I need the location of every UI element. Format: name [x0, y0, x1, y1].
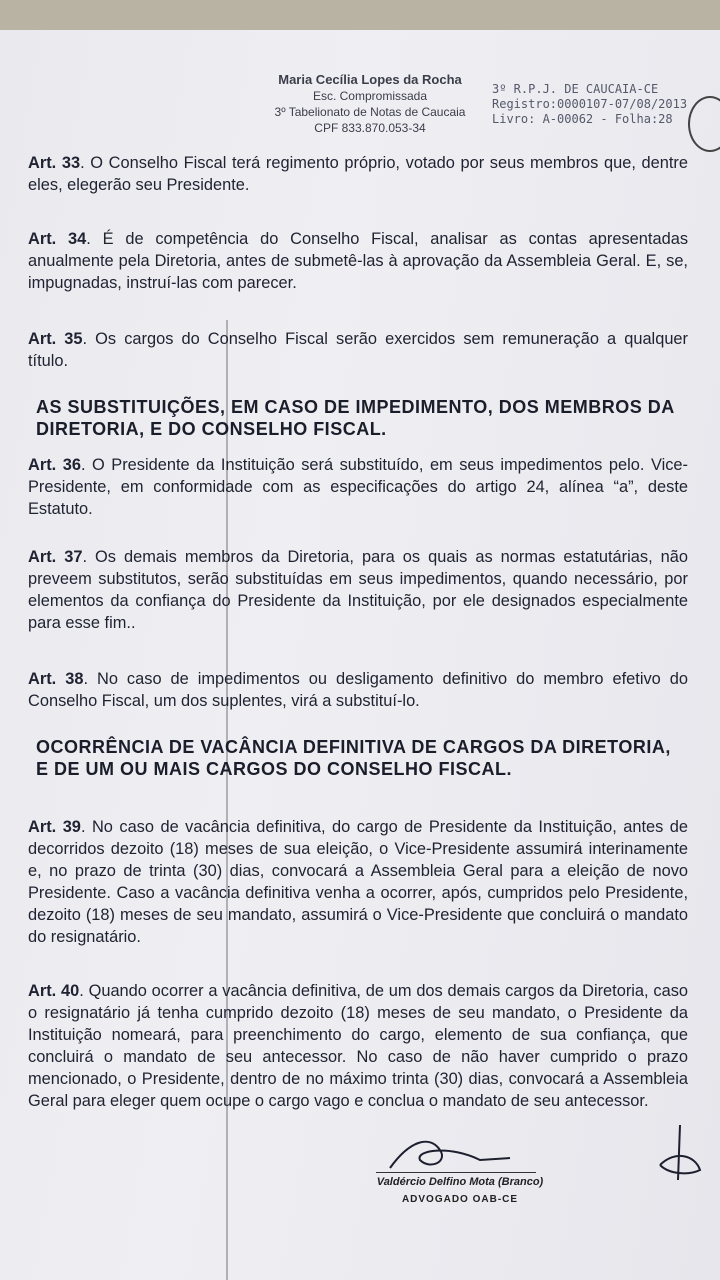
article-label: Art. 37: [28, 548, 83, 566]
signature-line: [376, 1172, 536, 1173]
article-label: Art. 35: [28, 330, 83, 348]
article-text: . Os demais membros da Diretoria, para os quais as normas estatutárias, não preveem substitutos, serão substituídas em seus impedimentos, quando necessário, por elementos da confiança do Presidente da Instituição, por ele designados especialmente para esse fim..: [28, 548, 688, 632]
article-36: [28, 454, 688, 520]
rubric-circle: [688, 96, 720, 152]
section-heading-substituicoes: AS SUBSTITUIÇÕES, EM CASO DE IMPEDIMENTO, DOS MEMBROS DA DIRETORIA, E DO CONSELHO FISCAL.: [36, 397, 675, 439]
article-37: [28, 546, 688, 634]
article-text: . O Presidente da Instituição será substituído, em seus impedimentos pelo. Vice-Presidente, em conformidade com as especificações do artigo 24, alínea “a”, deste Estatuto.: [28, 456, 688, 518]
registry-stamp: [492, 82, 687, 127]
article-label: Art. 33: [28, 154, 81, 172]
article-label: Art. 38: [28, 670, 84, 688]
article-34: [28, 228, 688, 294]
article-text: . No caso de vacância definitiva, do cargo de Presidente da Instituição, antes de decorridos dezoito (18) meses de sua eleição, o Vice-Presidente assumirá interinamente e, no prazo de trinta (30) dias, convocará a Assembleia Geral para a eleição de novo Presidente. Caso a vacância definitiva venha a ocorrer, após, cumpridos pelo Presidente, dezoito (18) meses de seu mandato, assumirá o Vice-Presidente que concluirá o mandato do resignatário.: [28, 818, 689, 946]
article-40: [28, 980, 688, 1112]
article-35: [28, 328, 688, 372]
lawyer-signature-block: [370, 1130, 550, 1280]
article-label: Art. 40: [28, 982, 80, 1000]
registry-book: Livro: A-00062 - Folha:28: [492, 112, 673, 126]
registry-number: Registro:0000107-07/08/2013: [492, 97, 688, 111]
notary-cpf: CPF 833.870.053-34: [314, 121, 426, 135]
article-text: . É de competência do Conselho Fiscal, analisar as contas apresentadas anualmente pela Diretoria, antes de submetê-las à aprovação da Assembleia Geral. E, se, impugnadas, instruí-las com parecer.: [28, 230, 689, 292]
article-label: Art. 39: [28, 818, 81, 836]
notary-role: Esc. Compromissada: [312, 89, 428, 103]
article-text: . O Conselho Fiscal terá regimento próprio, votado por seus membros que, dentre eles, elegerão seu Presidente.: [28, 154, 689, 194]
article-label: Art. 34: [28, 230, 87, 248]
notary-name: Maria Cecília Lopes da Rocha: [278, 72, 462, 87]
handwritten-signature: [370, 1130, 550, 1176]
article-text: . Quando ocorrer a vacância definitiva, de um dos demais cargos da Diretoria, caso o resignatário já tenha cumprido dezoito (18) meses de seu mandato, o Presidente da Instituição nomeará, para preenchimento do cargo, elemento de sua confiança, que concluirá o mandato de seu antecessor. No caso de não haver cumprido o prazo mencionado, o Presidente, dentro de no máximo trinta (30) dias, convocará a Assembleia Geral para eleger quem ocupe o cargo vago e conclua o mandato de seu antecessor.: [28, 982, 689, 1110]
article-33: [28, 152, 688, 196]
background-strip: [0, 0, 720, 30]
notary-stamp: [270, 72, 470, 136]
initials-rubric: [650, 1120, 710, 1190]
section-heading-vacancia: OCORRÊNCIA DE VACÂNCIA DEFINITIVA DE CARGOS DA DIRETORIA, E DE UM OU MAIS CARGOS DO CONSELHO FISCAL.: [36, 737, 671, 779]
article-label: Art. 36: [28, 456, 81, 474]
signatory-name: Valdércio Delfino Mota (Branco): [376, 1176, 544, 1188]
registry-office: 3º R.P.J. DE CAUCAIA-CE: [492, 82, 659, 96]
article-38: [28, 668, 688, 712]
notary-office: 3º Tabelionato de Notas de Caucaia: [274, 105, 466, 119]
article-text: . Os cargos do Conselho Fiscal serão exercidos sem remuneração a qualquer título.: [28, 330, 689, 370]
article-text: . No caso de impedimentos ou desligamento definitivo do membro efetivo do Conselho Fiscal, um dos suplentes, virá a substituí-lo.: [28, 670, 688, 710]
article-39: [28, 816, 688, 948]
signatory-title: ADVOGADO OAB-CE: [401, 1194, 519, 1205]
